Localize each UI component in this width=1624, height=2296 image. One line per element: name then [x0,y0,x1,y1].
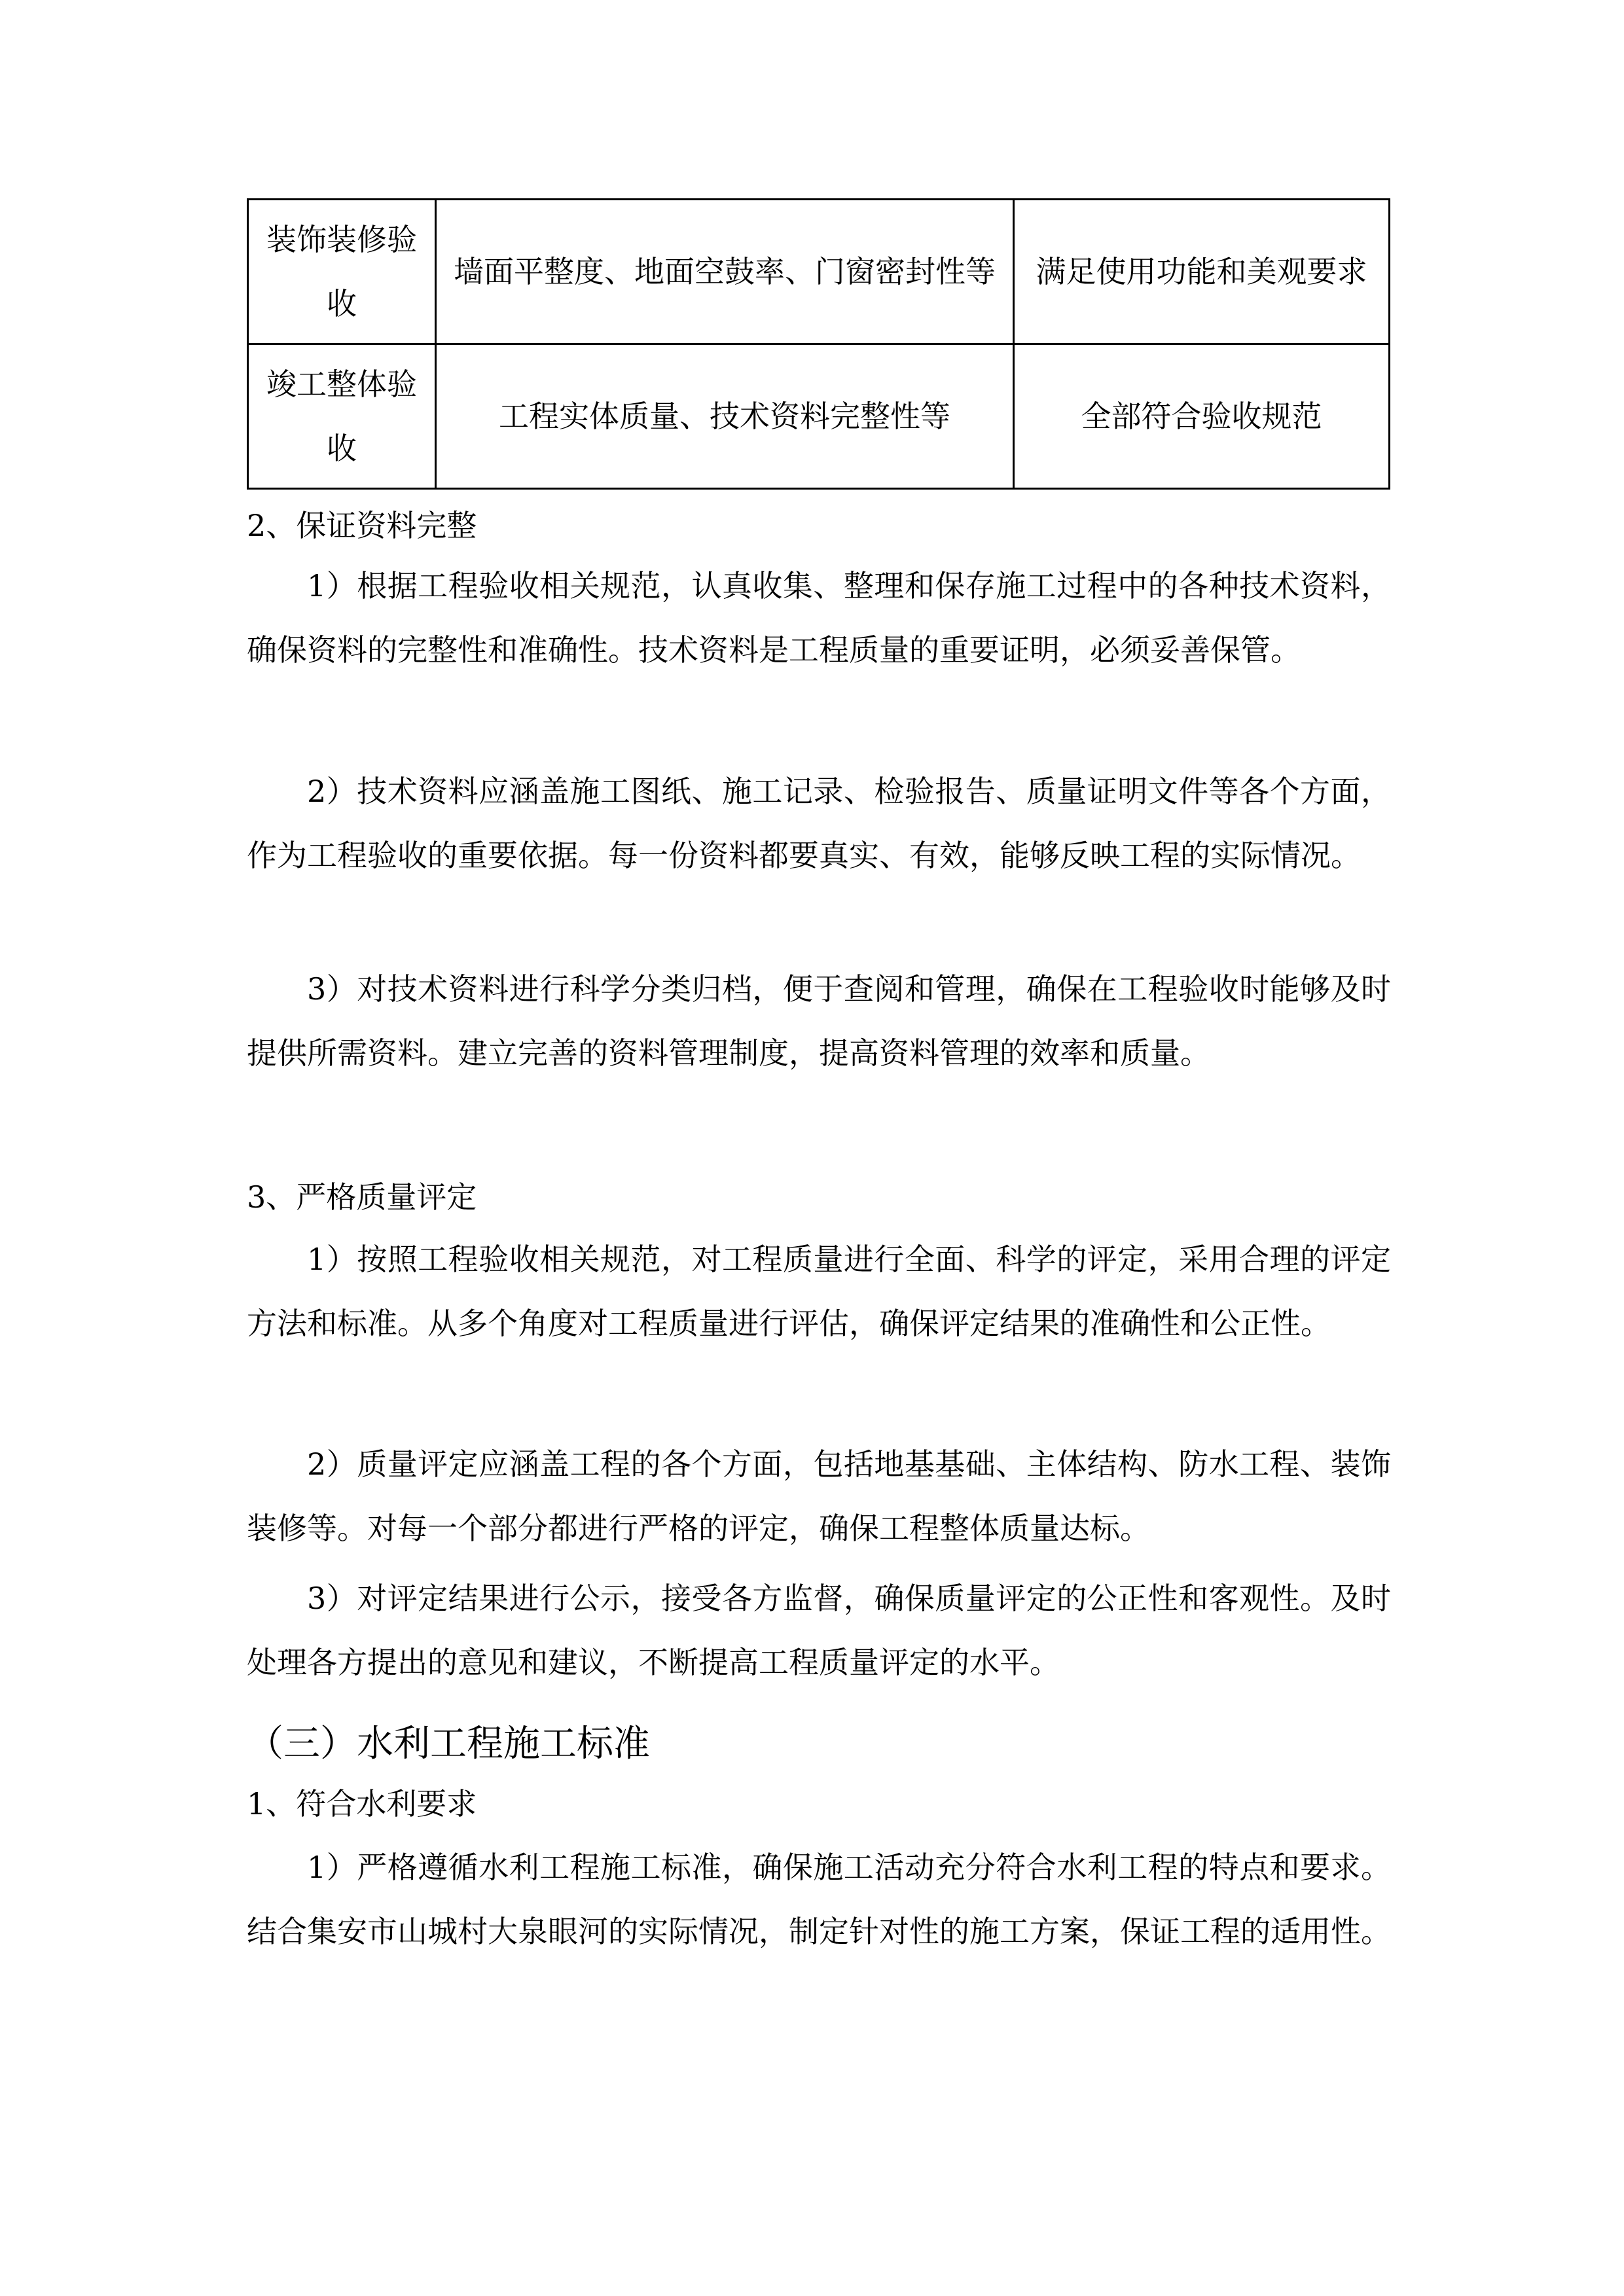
paragraph: 3）对评定结果进行公示，接受各方监督，确保质量评定的公正性和客观性。及时处理各方提出的意见和建议，不断提高工程质量评定的水平。 [247,1581,1391,1680]
table-row [248,200,1390,344]
table-cell: 全部符合验收规范 [1014,344,1390,489]
table-cell: 装饰装修验收 [248,200,436,344]
paragraph: 2）质量评定应涵盖工程的各个方面，包括地基基础、主体结构、防水工程、装饰装修等。对每一个部分都进行严格的评定，确保工程整体质量达标。 [247,1446,1391,1546]
section-heading: 3、严格质量评定 [247,1179,477,1215]
paragraph: 1）严格遵循水利工程施工标准，确保施工活动充分符合水利工程的特点和要求。结合集安市山城村大泉眼河的实际情况，制定针对性的施工方案，保证工程的适用性。 [247,1850,1391,1949]
paragraph: 1）根据工程验收相关规范，认真收集、整理和保存施工过程中的各种技术资料，确保资料的完整性和准确性。技术资料是工程质量的重要证明，必须妥善保管。 [247,568,1391,668]
table-row [248,344,1390,489]
table-cell: 满足使用功能和美观要求 [1014,200,1390,344]
table-cell: 竣工整体验收 [248,344,436,489]
table-cell: 墙面平整度、地面空鼓率、门窗密封性等 [436,200,1014,344]
chapter-heading: （三）水利工程施工标准 [247,1723,650,1765]
acceptance-table [247,198,1390,490]
section-heading: 2、保证资料完整 [247,508,477,543]
paragraph: 3）对技术资料进行科学分类归档，便于查阅和管理，确保在工程验收时能够及时提供所需资料。建立完善的资料管理制度，提高资料管理的效率和质量。 [247,971,1391,1071]
paragraph: 1）按照工程验收相关规范，对工程质量进行全面、科学的评定，采用合理的评定方法和标准。从多个角度对工程质量进行评估，确保评定结果的准确性和公正性。 [247,1242,1391,1341]
section-heading: 1、符合水利要求 [247,1786,477,1821]
table-cell: 工程实体质量、技术资料完整性等 [436,344,1014,489]
paragraph: 2）技术资料应涵盖施工图纸、施工记录、检验报告、质量证明文件等各个方面，作为工程验收的重要依据。每一份资料都要真实、有效，能够反映工程的实际情况。 [247,774,1391,873]
